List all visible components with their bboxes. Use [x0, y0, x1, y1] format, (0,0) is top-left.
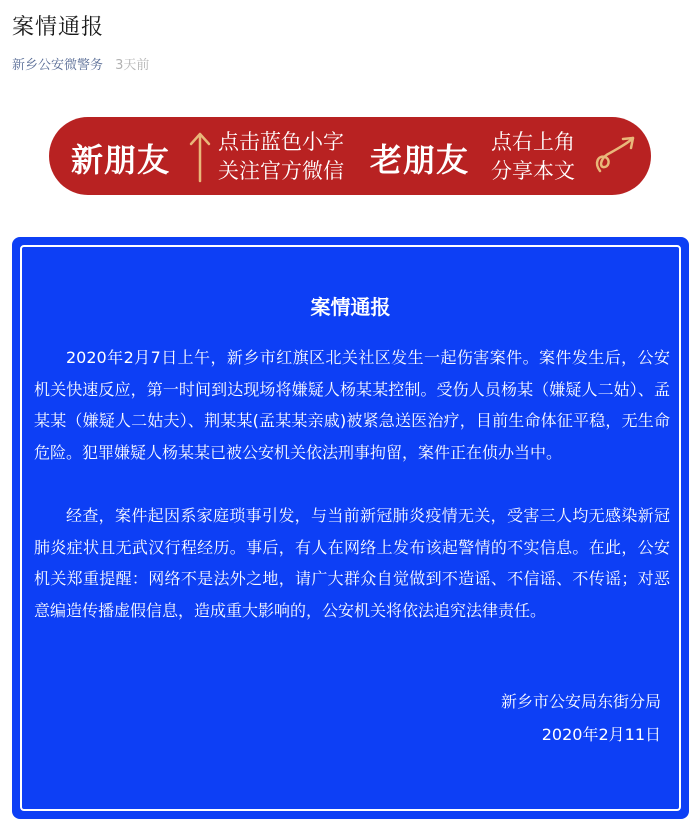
notice-paragraph-2: 经查，案件起因系家庭琐事引发，与当前新冠肺炎疫情无关，受害三人均无感染新冠肺炎症状且无武汉行程经历。事后，有人在网络上发布该起警情的不实信息。在此，公安机关郑重提醒：网络不是法外之地，请广大群众自觉做到不造谣、不信谣、不传谣；对恶意编造传播虚假信息，造成重大影响的，公安机关将依法追究法律责任。: [34, 506, 670, 620]
new-friend-label: 新朋友: [71, 141, 171, 179]
share-instruction: [491, 128, 575, 186]
arrow-up-icon: [189, 131, 211, 183]
share-line-2: 分享本文: [491, 159, 575, 183]
subscribe-line-2: 关注官方微信: [218, 159, 344, 183]
publish-time: 3天前: [115, 58, 150, 73]
notice-border-frame: [20, 245, 681, 811]
article-title: 案情通报: [12, 15, 105, 40]
notice-paragraph-1: 2020年2月7日上午，新乡市红旗区北关社区发生一起伤害案件。案件发生后，公安机关快速反应，第一时间到达现场将嫌疑人杨某某控制。受伤人员杨某（嫌疑人二姑）、孟某某（嫌疑人二姑夫）、荆某某(孟某某亲戚)被紧急送医治疗，目前生命体征平稳，无生命危险。犯罪嫌疑人杨某某已被公安机关依法刑事拘留，案件正在侦办当中。: [34, 348, 670, 462]
notice-title: 案情通报: [310, 295, 391, 319]
subscribe-instruction: [218, 128, 344, 186]
signature-date: 2020年2月11日: [541, 725, 661, 744]
subscribe-line-1: 点击蓝色小字: [218, 130, 344, 154]
account-name-link[interactable]: 新乡公安微警务: [12, 58, 104, 73]
case-notice-card: [12, 237, 689, 819]
old-friend-label: 老朋友: [370, 141, 470, 179]
share-line-1: 点右上角: [491, 130, 575, 154]
curl-arrow-icon: [592, 133, 638, 179]
signature-organization: 新乡市公安局东街分局: [500, 692, 661, 711]
follow-share-banner: [49, 117, 651, 195]
article-meta: [12, 54, 149, 73]
